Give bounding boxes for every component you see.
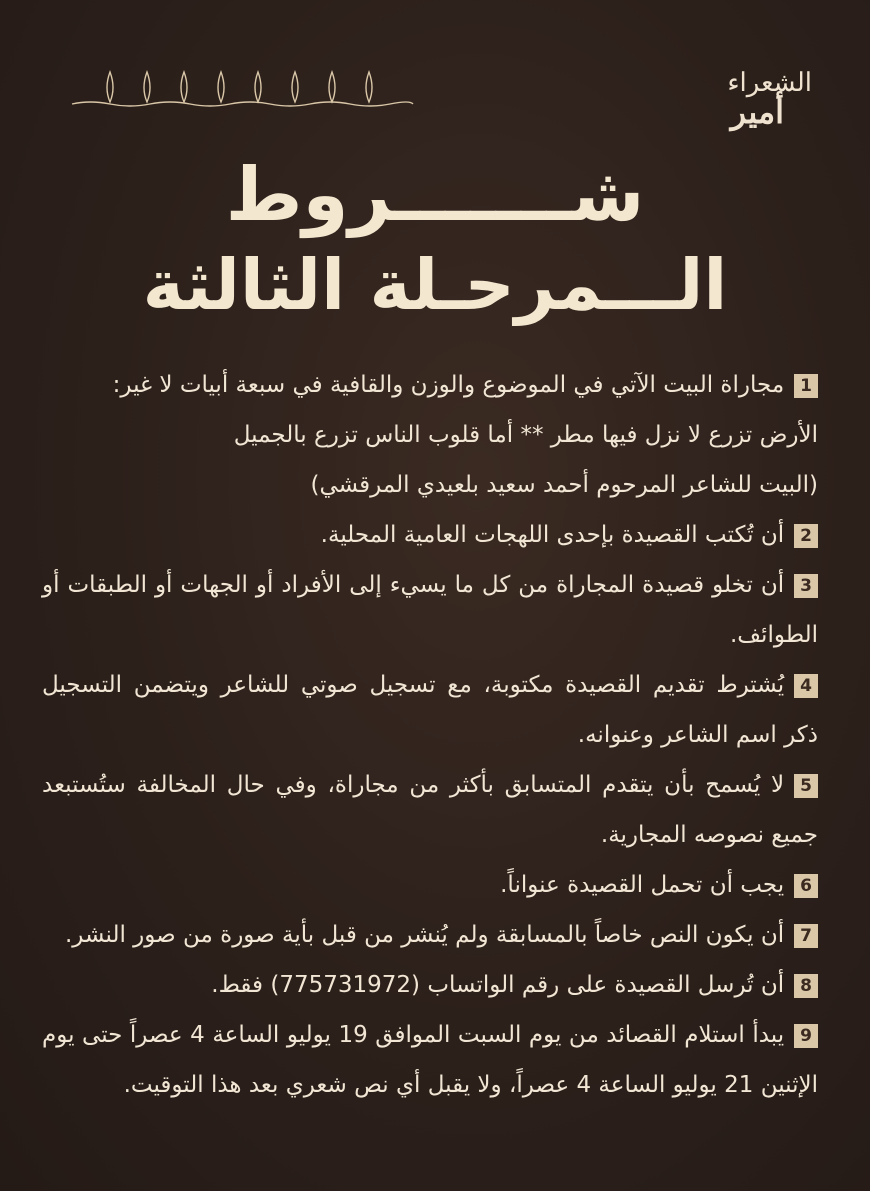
- list-item: [42, 360, 818, 410]
- item-text: أن تُكتب القصيدة بإحدى اللهجات العامية المحلية.: [320, 522, 785, 548]
- item-number-badge: 6: [794, 874, 818, 898]
- item-text: يبدأ استلام القصائد من يوم السبت الموافق 19 يوليو الساعة 4 عصراً حتى يوم الإثنين 21 يوليو الساعة 4 عصراً، ولا يقبل أي نص شعري بعد هذا التوقيت.: [42, 1022, 818, 1098]
- list-item: [42, 660, 818, 760]
- item-number-badge: 4: [794, 674, 818, 698]
- item-number-badge: 2: [794, 524, 818, 548]
- page-subtitle: الـــمرحـلة الثالثة: [142, 244, 728, 326]
- conditions-list: [42, 360, 818, 1110]
- list-item: [42, 860, 818, 910]
- list-item: [42, 760, 818, 860]
- leaf-ornament-icon: [70, 58, 415, 114]
- item-number-badge: 8: [794, 974, 818, 998]
- page-title: شـــــــروط: [225, 152, 645, 238]
- list-item: [42, 510, 818, 560]
- item-text: يُشترط تقديم القصيدة مكتوبة، مع تسجيل صوتي للشاعر ويتضمن التسجيل ذكر اسم الشاعر وعنوانه.: [42, 672, 818, 748]
- verse-attribution: (البيت للشاعر المرحوم أحمد سعيد بلعيدي المرقشي): [310, 472, 818, 498]
- item-number-badge: 7: [794, 924, 818, 948]
- item-text: أن تخلو قصيدة المجاراة من كل ما يسيء إلى الأفراد أو الجهات أو الطبقات أو الطوائف.: [42, 572, 818, 648]
- item-text: يجب أن تحمل القصيدة عنواناً.: [500, 872, 785, 898]
- item-number-badge: 9: [794, 1024, 818, 1048]
- list-item: [42, 1010, 818, 1110]
- list-item: [42, 560, 818, 660]
- item-text: لا يُسمح بأن يتقدم المتسابق بأكثر من مجاراة، وفي حال المخالفة ستُستبعد جميع نصوصه المجارية.: [42, 772, 818, 848]
- item-text: مجاراة البيت الآتي في الموضوع والوزن والقافية في سبعة أبيات لا غير:: [112, 372, 785, 398]
- logo: [682, 70, 812, 130]
- list-item: [42, 960, 818, 1010]
- logo-bottom-text: أمير: [730, 93, 784, 131]
- item-number-badge: 5: [794, 774, 818, 798]
- logo-top-text: الشعراء: [727, 68, 812, 98]
- verse-line: الأرض تزرع لا نزل فيها مطر ** أما قلوب الناس تزرع بالجميل: [233, 422, 818, 448]
- list-item: [42, 910, 818, 960]
- item-text: أن تُرسل القصيدة على رقم الواتساب (775731972) فقط.: [211, 972, 785, 998]
- item-number-badge: 1: [794, 374, 818, 398]
- item-text: أن يكون النص خاصاً بالمسابقة ولم يُنشر من قبل بأية صورة من صور النشر.: [65, 922, 785, 948]
- item-number-badge: 3: [794, 574, 818, 598]
